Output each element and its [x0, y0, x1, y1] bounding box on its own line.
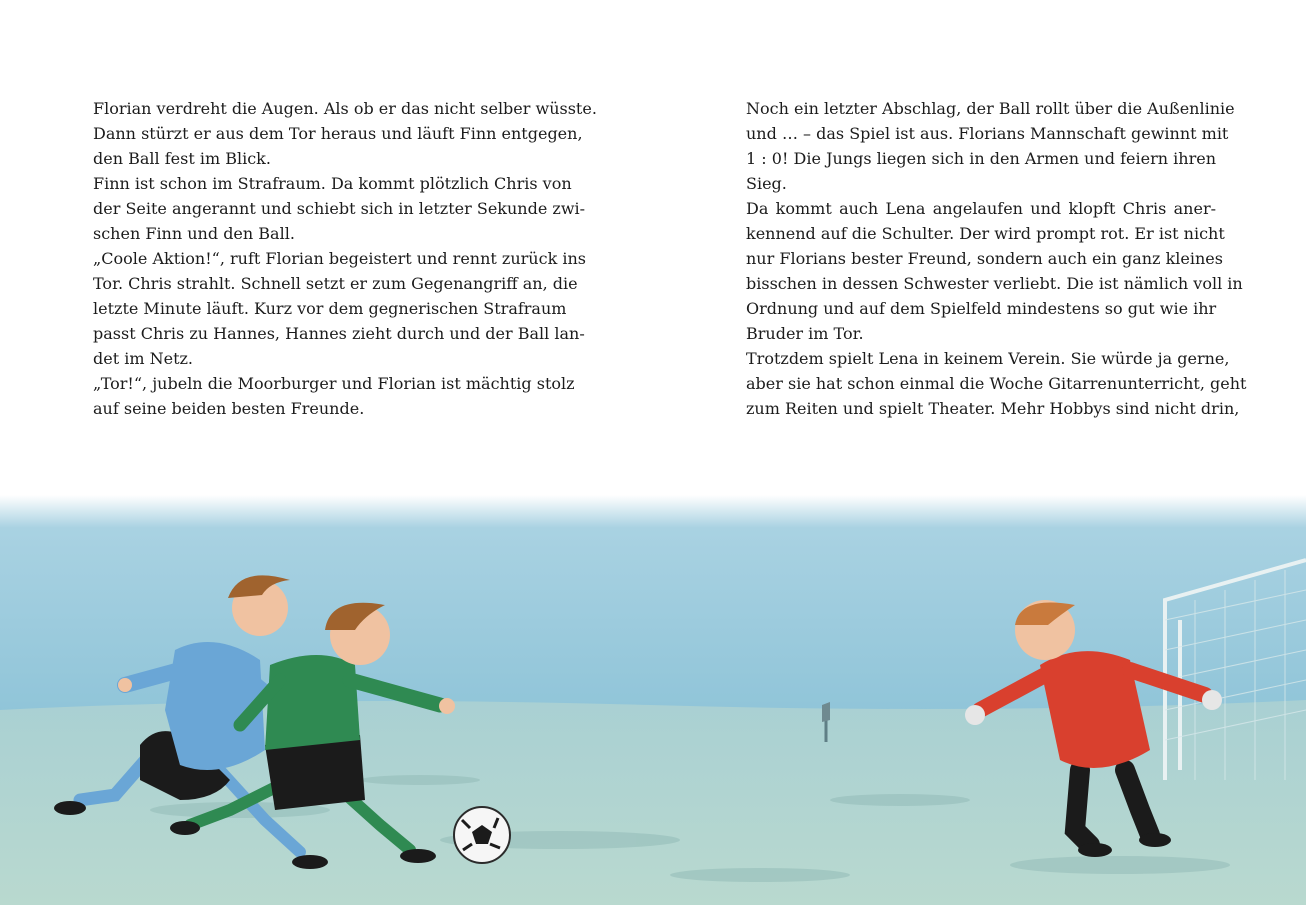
football — [454, 807, 510, 863]
left-page-text-line: letzte Minute läuft. Kurz vor dem gegnerischen Strafraum — [93, 299, 567, 318]
watercolor-scene — [0, 480, 1306, 905]
left-page-text — [93, 96, 597, 421]
right-page-text — [746, 96, 1247, 421]
left-page-text-line: auf seine beiden besten Freunde. — [93, 399, 365, 418]
right-page-text-line: Bruder im Tor. — [746, 324, 864, 343]
right-page-text-line: bisschen in dessen Schwester verliebt. Die ist nämlich voll in — [746, 274, 1243, 293]
right-page-text-line: und … – das Spiel ist aus. Florians Mannschaft gewinnt mit — [746, 124, 1229, 143]
left-page-text-line: Florian verdreht die Augen. Als ob er das nicht selber wüsste. — [93, 99, 597, 118]
right-page-text-line: Sieg. — [746, 174, 787, 193]
right-page-text-line: Ordnung und auf dem Spielfeld mindestens so gut wie ihr — [746, 299, 1217, 318]
left-page-text-line: den Ball fest im Blick. — [93, 149, 271, 168]
right-page-text-line: nur Florians bester Freund, sondern auch ein ganz kleines — [746, 249, 1223, 268]
left-page-text-line: schen Finn und den Ball. — [93, 224, 295, 243]
right-page-text-line: Noch ein letzter Abschlag, der Ball rollt über die Außenlinie — [746, 99, 1235, 118]
left-page-text-line: passt Chris zu Hannes, Hannes zieht durch und der Ball lan- — [93, 324, 585, 343]
right-page-text-line: Da kommt auch Lena angelaufen und klopft Chris aner- — [746, 199, 1216, 218]
left-page-text-line: „Tor!“, jubeln die Moorburger und Florian ist mächtig stolz — [93, 374, 575, 393]
left-page-text-line: Finn ist schon im Strafraum. Da kommt plötzlich Chris von — [93, 174, 572, 193]
right-page-text-line: aber sie hat schon einmal die Woche Gitarrenunterricht, geht — [746, 374, 1247, 393]
left-page-text-line: „Coole Aktion!“, ruft Florian begeistert und rennt zurück ins — [93, 249, 586, 268]
left-page-text-line: der Seite angerannt und schiebt sich in letzter Sekunde zwi- — [93, 199, 586, 218]
right-page-text-line: Trotzdem spielt Lena in keinem Verein. Sie würde ja gerne, — [746, 349, 1230, 368]
left-page-text-line: Tor. Chris strahlt. Schnell setzt er zum Gegenangriff an, die — [93, 274, 578, 293]
left-page-text-line: Dann stürzt er aus dem Tor heraus und läuft Finn entgegen, — [93, 124, 583, 143]
football-illustration — [0, 480, 1306, 905]
right-page-text-line: kennend auf die Schulter. Der wird prompt rot. Er ist nicht — [746, 224, 1225, 243]
left-page-text-line: det im Netz. — [93, 349, 194, 368]
right-page-text-line: 1 : 0! Die Jungs liegen sich in den Armen und feiern ihren — [746, 149, 1216, 168]
right-page-text-line: zum Reiten und spielt Theater. Mehr Hobbys sind nicht drin, — [746, 399, 1240, 418]
